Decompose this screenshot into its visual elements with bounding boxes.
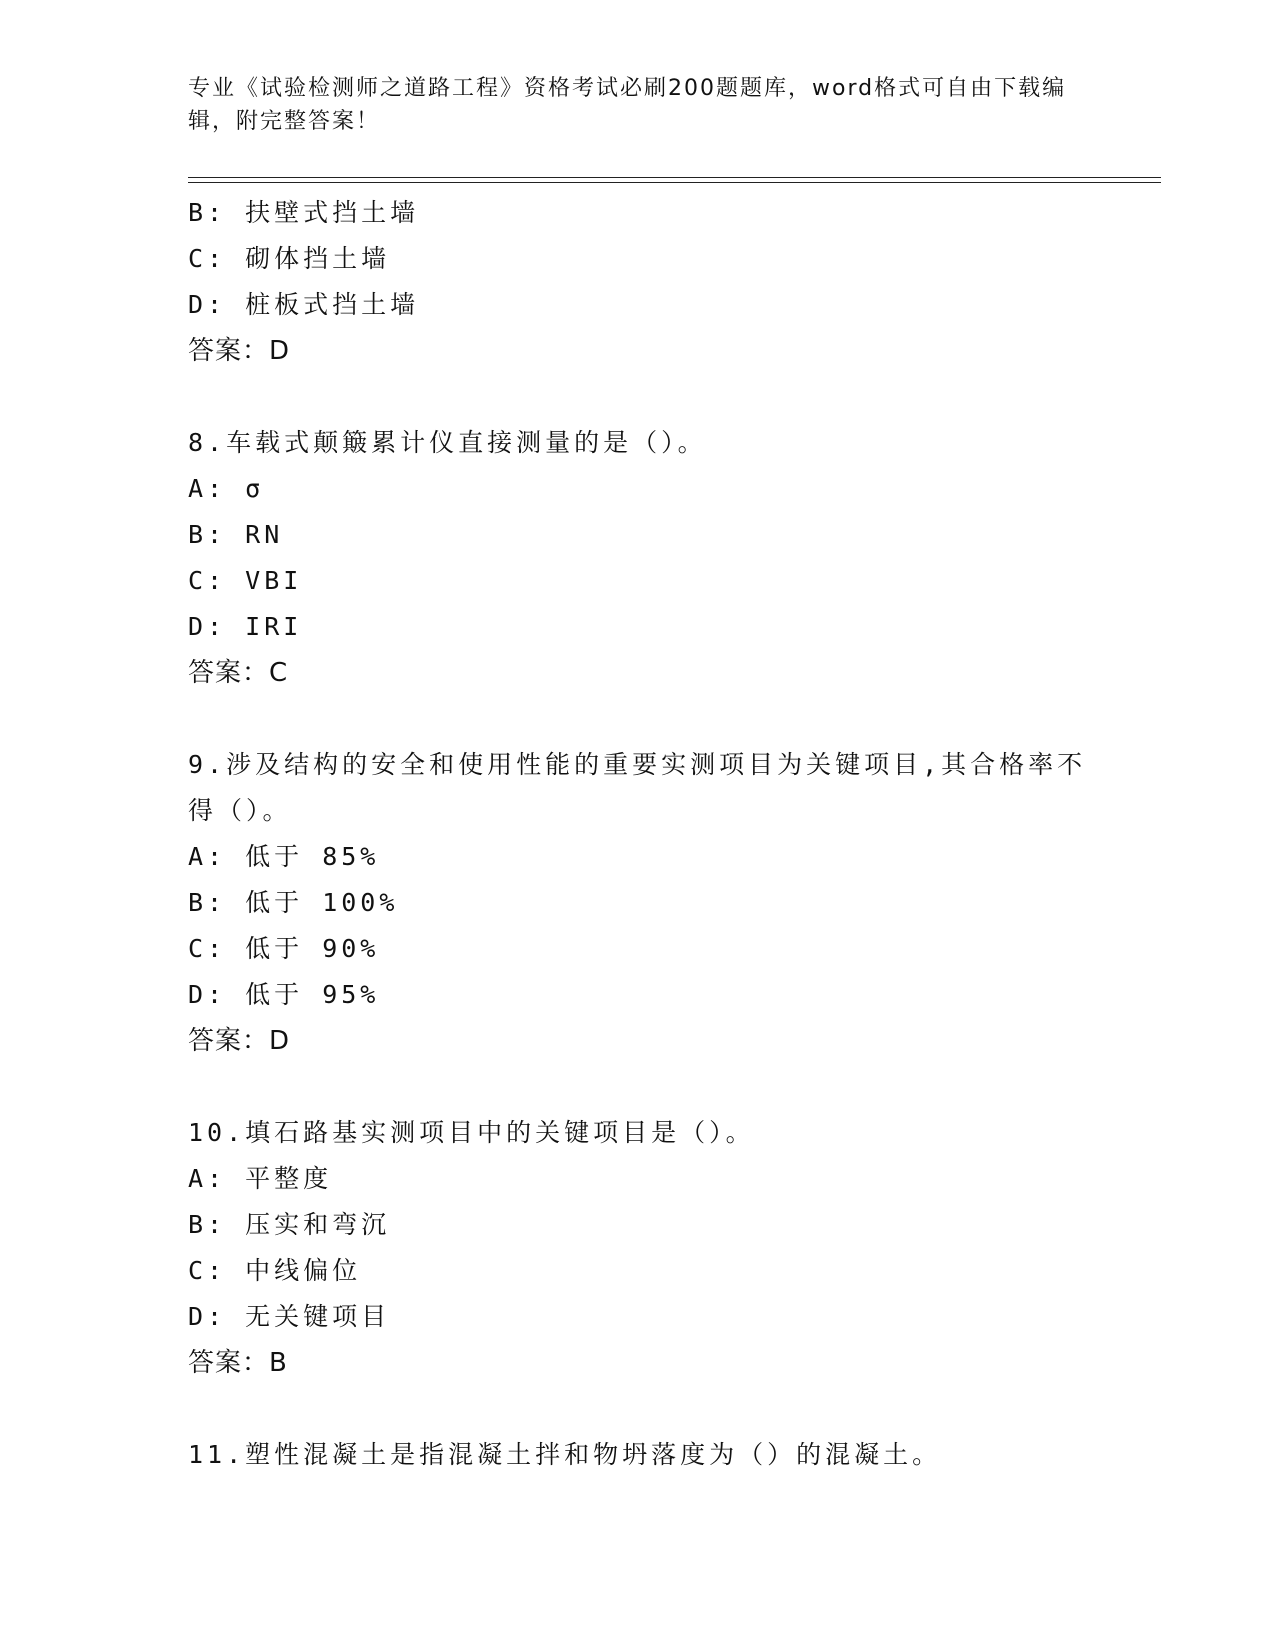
question-8 <box>188 420 1148 696</box>
question-stem-line-2: 得（）。 <box>188 796 292 825</box>
option-d: D: 桩板式挡土墙 <box>188 290 420 319</box>
question-11 <box>188 1432 1148 1478</box>
question-10 <box>188 1110 1148 1386</box>
page-header: 专业《试验检测师之道路工程》资格考试必刷200题题库，word格式可自由下载编辑，附完整答案！ <box>188 76 1067 134</box>
question-fragment <box>188 190 1148 374</box>
option-c: C: 中线偏位 <box>188 1256 362 1285</box>
option-a: A: 低于 85% <box>188 842 380 871</box>
option-a: A: 平整度 <box>188 1164 333 1193</box>
option-a: A: σ <box>188 474 265 503</box>
option-d: D: IRI <box>188 612 303 641</box>
option-d: D: 低于 95% <box>188 980 380 1009</box>
header-divider <box>188 177 1161 183</box>
answer-line: 答案：C <box>188 658 289 688</box>
question-stem: 8.车载式颠簸累计仪直接测量的是（）。 <box>188 428 707 457</box>
option-b: B: 低于 100% <box>188 888 399 917</box>
answer-line: 答案：B <box>188 1348 288 1378</box>
question-stem: 11.塑性混凝土是指混凝土拌和物坍落度为（）的混凝土。 <box>188 1440 942 1469</box>
question-stem: 10.填石路基实测项目中的关键项目是（）。 <box>188 1118 755 1147</box>
option-c: C: VBI <box>188 566 303 595</box>
option-d: D: 无关键项目 <box>188 1302 391 1331</box>
answer-line: 答案：D <box>188 1026 291 1056</box>
option-b: B: 扶壁式挡土墙 <box>188 198 420 227</box>
option-c: C: 砌体挡土墙 <box>188 244 391 273</box>
option-b: B: 压实和弯沉 <box>188 1210 391 1239</box>
question-9 <box>188 742 1148 1064</box>
option-c: C: 低于 90% <box>188 934 380 963</box>
option-b: B: RN <box>188 520 284 549</box>
question-list <box>188 190 1148 1478</box>
answer-line: 答案：D <box>188 336 291 366</box>
question-stem-line-1: 9.涉及结构的安全和使用性能的重要实测项目为关键项目,其合格率不 <box>188 750 1087 779</box>
